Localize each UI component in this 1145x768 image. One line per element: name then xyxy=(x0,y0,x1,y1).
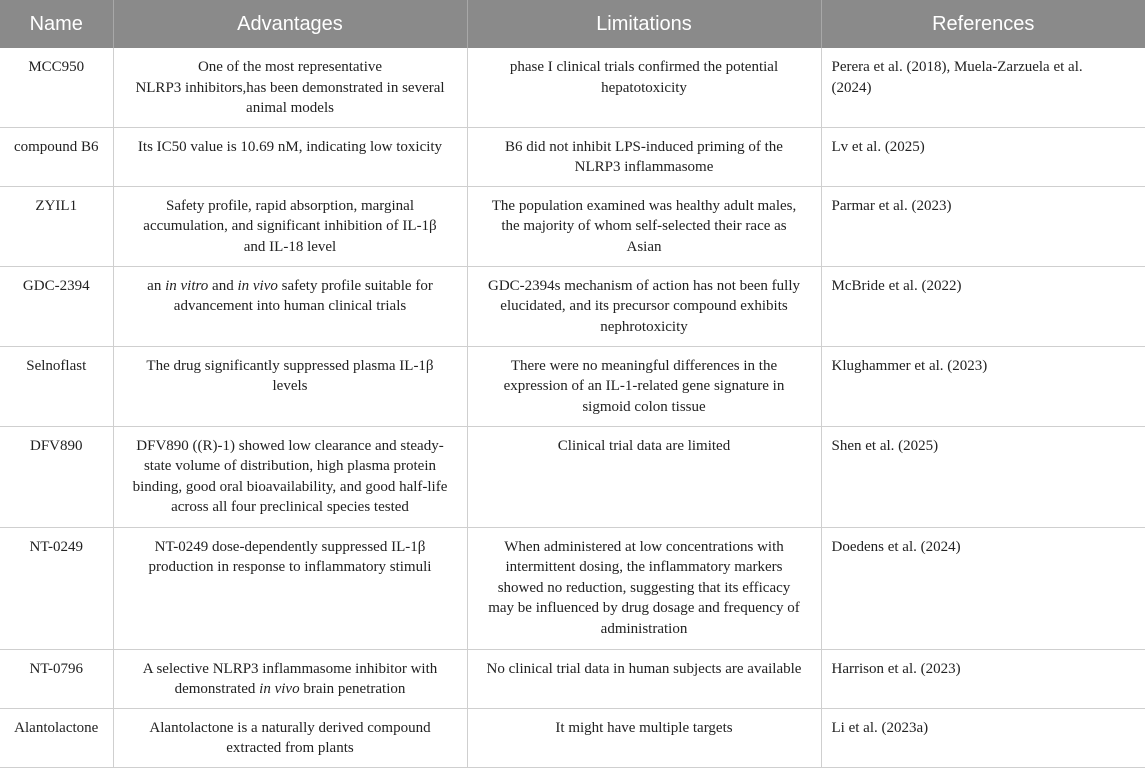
text-fragment: an xyxy=(147,277,166,294)
text-line: Perera et al. (2018), Muela-Zarzuela et al. xyxy=(831,59,1083,75)
cell-references xyxy=(821,527,1145,649)
text-line: Li et al. (2023a) xyxy=(831,719,929,736)
text-line: phase I clinical trials confirmed the potential xyxy=(509,59,779,75)
text-line: When administered at low concentrations with xyxy=(504,538,784,555)
table-row xyxy=(0,527,1145,649)
table-row xyxy=(0,649,1145,708)
table-row xyxy=(0,426,1145,527)
text-line: levels xyxy=(272,378,308,394)
cell-name: Selnoflast xyxy=(0,346,113,426)
text-line: advancement into human clinical trials xyxy=(173,298,407,314)
cell-name: NT-0249 xyxy=(0,527,113,649)
text-fragment: demonstrated xyxy=(174,681,260,697)
text-line: Clinical trial data are limited xyxy=(557,437,731,454)
text-line: extracted from plants xyxy=(226,740,354,756)
text-line: across all four preclinical species tested xyxy=(171,499,409,515)
text-line: NLRP3 inhibitors,has been demonstrated in several xyxy=(135,79,445,96)
cell-references xyxy=(821,266,1145,346)
text-line: Doedens et al. (2024) xyxy=(831,538,961,555)
text-line: Its IC50 value is 10.69 nM, indicating low toxicity xyxy=(137,138,443,155)
text-line: the majority of whom self-selected their race as xyxy=(501,218,787,234)
table-body xyxy=(0,48,1145,767)
table-row xyxy=(0,127,1145,186)
cell-limitations xyxy=(467,708,821,767)
cell-advantages xyxy=(113,127,467,186)
italic-term: in vitro xyxy=(165,277,209,294)
cell-limitations xyxy=(467,186,821,266)
cell-advantages xyxy=(113,186,467,266)
cell-name: MCC950 xyxy=(0,48,113,127)
text-line: animal models xyxy=(246,100,334,116)
cell-advantages xyxy=(113,426,467,527)
cell-references xyxy=(821,186,1145,266)
text-fragment: safety profile suitable for xyxy=(277,277,433,294)
header-row xyxy=(0,0,1145,48)
text-line: production in response to inflammatory stimuli xyxy=(148,559,432,575)
text-line: nephrotoxicity xyxy=(600,318,688,335)
text-line: and IL-18 level xyxy=(243,238,337,255)
cell-advantages xyxy=(113,527,467,649)
text-line: GDC-2394s mechanism of action has not been fully xyxy=(487,277,801,294)
cell-references xyxy=(821,708,1145,767)
text-line: Shen et al. (2025) xyxy=(831,437,939,454)
text-line: state volume of distribution, high plasma protein xyxy=(143,458,437,474)
text-line: Harrison et al. (2023) xyxy=(831,660,961,677)
table-row xyxy=(0,708,1145,767)
cell-limitations xyxy=(467,127,821,186)
table-row xyxy=(0,48,1145,127)
text-line: The drug significantly suppressed plasma IL-1β xyxy=(146,357,434,374)
cell-name: Alantolactone xyxy=(0,708,113,767)
text-line: It might have multiple targets xyxy=(555,719,733,736)
text-line: Alantolactone is a naturally derived compound xyxy=(149,719,431,736)
text-line: Asian xyxy=(626,238,662,255)
text-fragment: and xyxy=(208,277,238,294)
text-line: accumulation, and significant inhibition of IL-1β xyxy=(143,218,437,234)
cell-limitations xyxy=(467,426,821,527)
text-line: NLRP3 inflammasome xyxy=(574,159,714,175)
text-line: showed no reduction, suggesting that its efficacy xyxy=(497,579,791,596)
cell-references xyxy=(821,649,1145,708)
cell-advantages xyxy=(113,346,467,426)
text-line: NT-0249 dose-dependently suppressed IL-1β xyxy=(154,538,426,555)
text-line: intermittent dosing, the inflammatory markers xyxy=(505,559,783,575)
text-line: (2024) xyxy=(831,79,872,96)
cell-limitations xyxy=(467,346,821,426)
text-line: sigmoid colon tissue xyxy=(582,398,706,415)
text-line: DFV890 ((R)-1) showed low clearance and steady- xyxy=(136,437,444,454)
cell-limitations xyxy=(467,527,821,649)
cell-references xyxy=(821,346,1145,426)
cell-name: NT-0796 xyxy=(0,649,113,708)
text-line: administration xyxy=(600,620,688,637)
cell-references xyxy=(821,48,1145,127)
header-limitations: Limitations xyxy=(467,0,821,48)
cell-advantages xyxy=(113,48,467,127)
text-fragment: brain penetration xyxy=(299,681,406,697)
text-line: hepatotoxicity xyxy=(601,79,687,96)
table-header xyxy=(0,0,1145,48)
header-advantages: Advantages xyxy=(113,0,467,48)
cell-limitations xyxy=(467,48,821,127)
text-line: binding, good oral bioavailability, and good half-life xyxy=(132,478,448,495)
text-line: Parmar et al. (2023) xyxy=(831,197,952,214)
table-row xyxy=(0,346,1145,426)
text-line: elucidated, and its precursor compound exhibits xyxy=(500,298,788,314)
table-row xyxy=(0,266,1145,346)
cell-advantages xyxy=(113,266,467,346)
cell-name: DFV890 xyxy=(0,426,113,527)
cell-limitations xyxy=(467,649,821,708)
text-line: Safety profile, rapid absorption, marginal xyxy=(166,197,414,214)
text-line: Lv et al. (2025) xyxy=(831,138,925,155)
text-line: The population examined was healthy adult males, xyxy=(491,197,797,214)
cell-references xyxy=(821,426,1145,527)
cell-references xyxy=(821,127,1145,186)
italic-term: in vivo xyxy=(259,681,300,697)
cell-name: compound B6 xyxy=(0,127,113,186)
cell-advantages xyxy=(113,708,467,767)
table-row xyxy=(0,186,1145,266)
cell-name: GDC-2394 xyxy=(0,266,113,346)
text-line: There were no meaningful differences in the xyxy=(510,357,778,374)
cell-name: ZYIL1 xyxy=(0,186,113,266)
header-name: Name xyxy=(0,0,113,48)
cell-advantages xyxy=(113,649,467,708)
text-line: No clinical trial data in human subjects are available xyxy=(486,660,802,677)
header-references: References xyxy=(821,0,1145,48)
text-line: Klughammer et al. (2023) xyxy=(831,357,988,374)
cell-limitations xyxy=(467,266,821,346)
text-line: One of the most representative xyxy=(197,59,383,75)
text-line: A selective NLRP3 inflammasome inhibitor with xyxy=(142,660,438,677)
text-line: B6 did not inhibit LPS-induced priming of the xyxy=(505,138,783,155)
text-line: McBride et al. (2022) xyxy=(831,277,962,294)
text-line: expression of an IL-1-related gene signature in xyxy=(503,378,785,394)
italic-term: in vivo xyxy=(237,277,278,294)
text-line: may be influenced by drug dosage and frequency of xyxy=(488,600,800,616)
